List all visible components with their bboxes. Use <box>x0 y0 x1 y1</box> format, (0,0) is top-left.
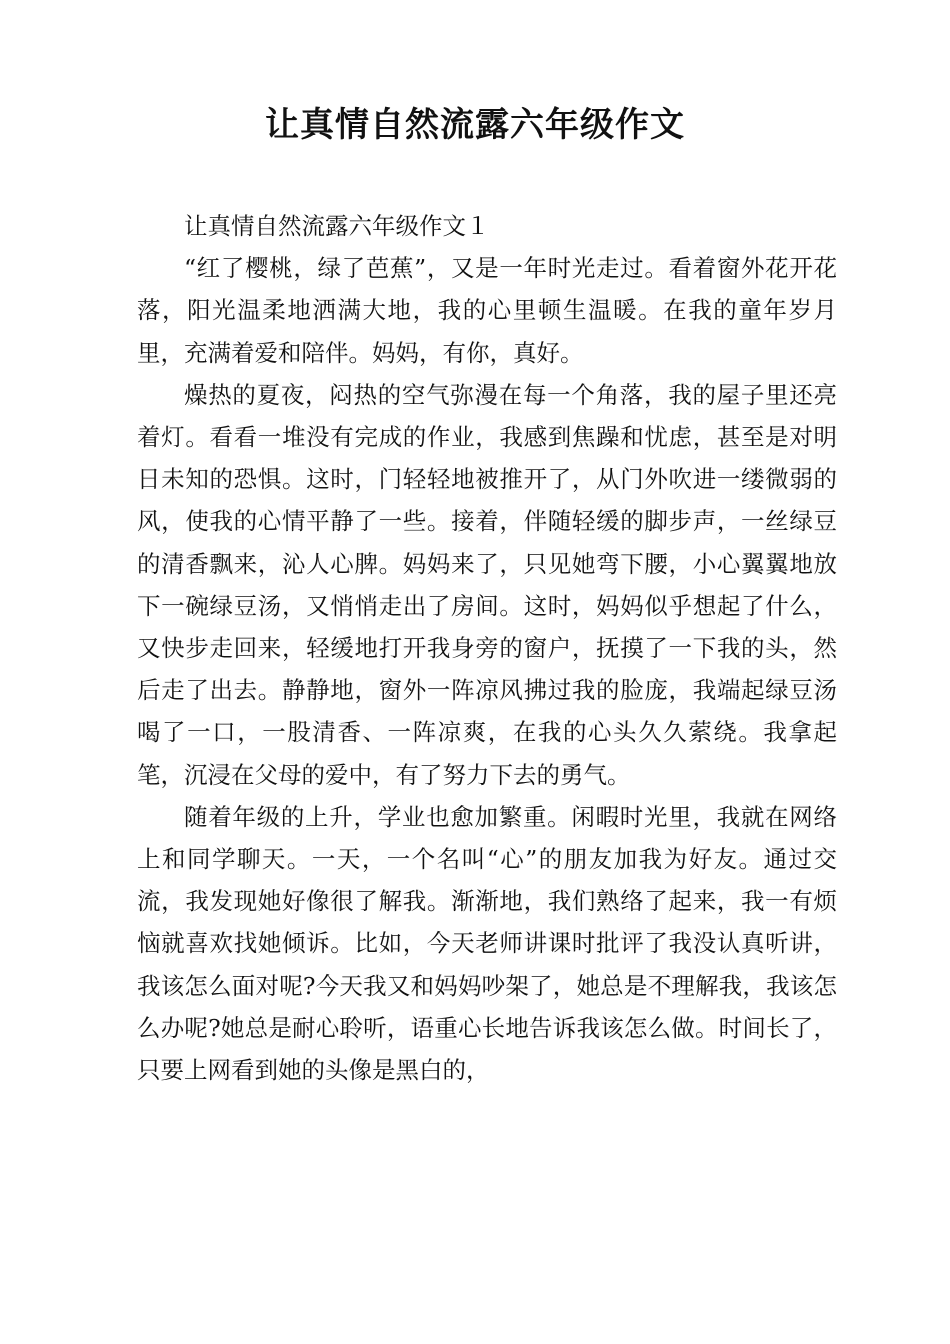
paragraph-1: “红了樱桃，绿了芭蕉”，又是一年时光走过。看着窗外花开花落，阳光温柔地洒满大地，我的心里顿生温暖。在我的童年岁月里，充满着爱和陪伴。妈妈，有你，真好。 <box>137 254 837 367</box>
paragraph-3: 随着年级的上升，学业也愈加繁重。闲暇时光里，我就在网络上和同学聊天。一天，一个名叫“心”的朋友加我为好友。通过交流，我发现她好像很了解我。渐渐地，我们熟络了起来，我一有烦恼就喜欢找她倾诉。比如，今天老师讲课时批评了我没认真听讲，我该怎么面对呢?今天我又和妈妈吵架了，她总是不理解我，我该怎么办呢?她总是耐心聆听，语重心长地告诉我该怎么做。时间长了，只要上网看到她的头像是黑白的， <box>137 802 837 1085</box>
essay-subtitle: 让真情自然流露六年级作文１ <box>184 212 490 240</box>
document-body <box>137 205 837 1091</box>
document-title: 让真情自然流露六年级作文 <box>265 105 685 145</box>
paragraph-2: 燥热的夏夜，闷热的空气弥漫在每一个角落，我的屋子里还亮着灯。看看一堆没有完成的作业，我感到焦躁和忧虑，甚至是对明日未知的恐惧。这时，门轻轻地被推开了，从门外吹进一缕微弱的风，使我的心情平静了一些。接着，伴随轻缓的脚步声，一丝绿豆的清香飘来，沁人心脾。妈妈来了，只见她弯下腰，小心翼翼地放下一碗绿豆汤，又悄悄走出了房间。这时，妈妈似乎想起了什么，又快步走回来，轻缓地打开我身旁的窗户，抚摸了一下我的头，然后走了出去。静静地，窗外一阵凉风拂过我的脸庞，我端起绿豆汤喝了一口，一股清香、一阵凉爽，在我的心头久久萦绕。我拿起笔，沉浸在父母的爱中，有了努力下去的勇气。 <box>137 380 837 789</box>
